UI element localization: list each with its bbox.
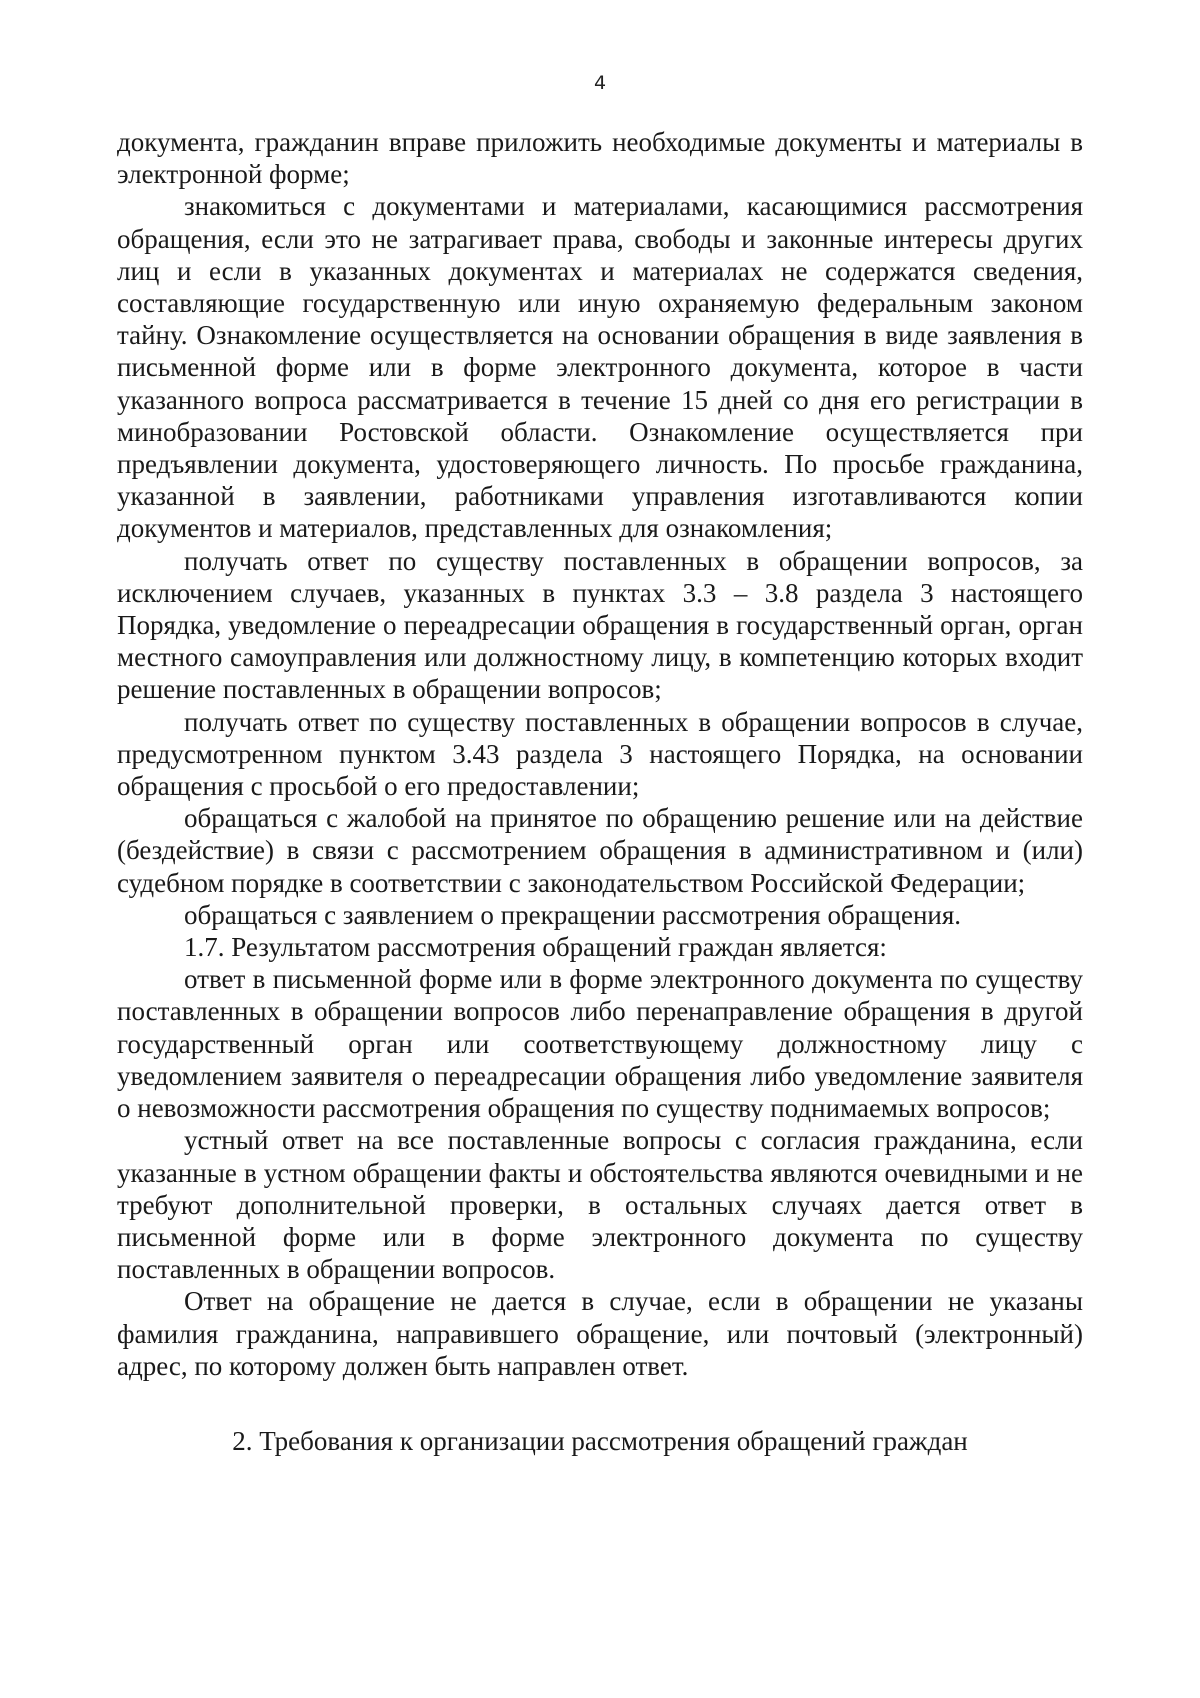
paragraph-clause-1-7: 1.7. Результатом рассмотрения обращений граждан является: xyxy=(184,932,887,963)
document-body xyxy=(117,126,1083,1382)
paragraph-receive-answer-right: получать ответ по существу поставленных в обращении вопросов, за исключением случаев, указанных в пунктах 3.3 – 3.8 раздела 3 настоящего Порядка, уведомление о переадресации обращения в государственный орган, орган местного самоуправления или должностному лицу, в компетенцию которых входит решение поставленных в обращении вопросов; xyxy=(117,545,1083,705)
paragraph-termination-request: обращаться с заявлением о прекращении рассмотрения обращения. xyxy=(184,899,962,930)
paragraph-receive-answer-request: получать ответ по существу поставленных в обращении вопросов в случае, предусмотренном пунктом 3.43 раздела 3 настоящего Порядка, на основании обращения с просьбой о его предоставлении; xyxy=(117,706,1083,802)
paragraph-no-answer-case: Ответ на обращение не дается в случае, если в обращении не указаны фамилия гражданина, направившего обращение, или почтовый (электронный) адрес, по которому должен быть направлен ответ. xyxy=(117,1286,1083,1381)
paragraph-written-answer: ответ в письменной форме или в форме электронного документа по существу поставленных в обращении вопросов либо перенаправление обращения в другой государственный орган или соответствующему должностному лицу с уведомлением заявителя о переадресации обращения либо уведомление заявителя о невозможности рассмотрения обращения по существу поднимаемых вопросов; xyxy=(117,964,1083,1124)
section-heading: 2. Требования к организации рассмотрения обращений граждан xyxy=(232,1426,968,1456)
paragraph-oral-answer: устный ответ на все поставленные вопросы с согласия гражданина, если указанные в устном обращении факты и обстоятельства являются очевидными и не требуют дополнительной проверки, в остальных случаях дается ответ в письменной форме или в форме электронного документа по существу поставленных в обращении вопросов. xyxy=(117,1125,1083,1285)
paragraph-continuation: документа, гражданин вправе приложить необходимые документы и материалы в электронной форме; xyxy=(117,127,1083,190)
paragraph-complaint-right: обращаться с жалобой на принятое по обращению решение или на действие (бездействие) в связи с рассмотрением обращения в административном и (или) судебном порядке в соответствии с законодательством Российской Федерации; xyxy=(117,803,1083,898)
page-number: 4 xyxy=(593,72,607,94)
paragraph-familiarize-right: знакомиться с документами и материалами, касающимися рассмотрения обращения, если это не затрагивает права, свободы и законные интересы других лиц и если в указанных документах и материалах не содержатся сведения, составляющие государственную или иную охраняемую федеральным законом тайну. Ознакомление осуществляется на основании обращения в виде заявления в письменной форме или в форме электронного документа, которое в части указанного вопроса рассматривается в течение 15 дней со дня его регистрации в минобразовании Ростовской области. Ознакомление осуществляется при предъявлении документа, удостоверяющего личность. По просьбе гражданина, указанной в заявлении, работниками управления изготавливаются копии документов и материалов, представленных для ознакомления; xyxy=(117,191,1083,544)
